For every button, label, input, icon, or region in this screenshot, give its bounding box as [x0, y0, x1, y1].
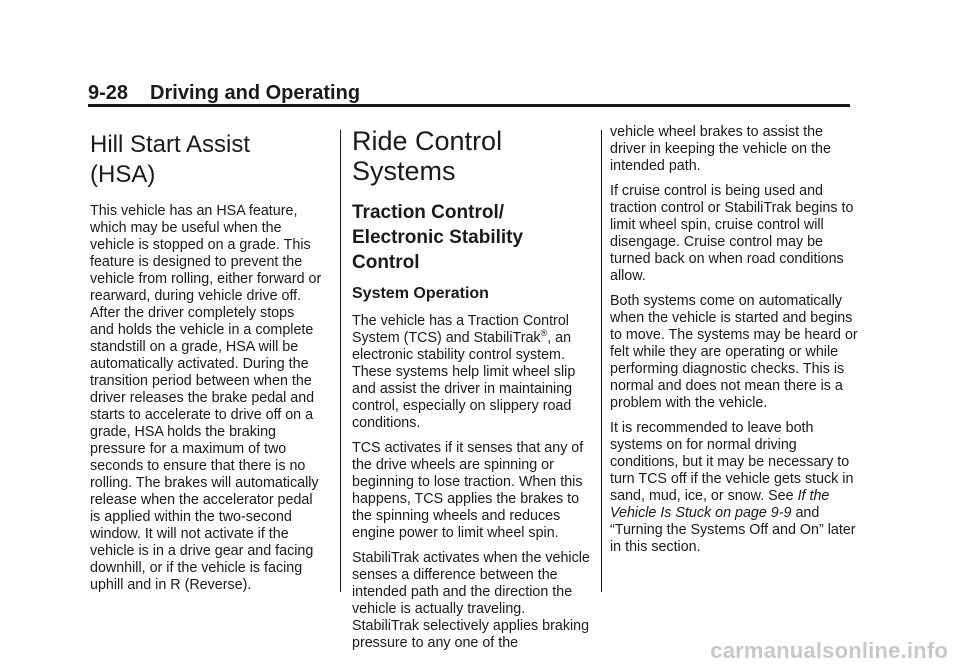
tcs-paragraph: The vehicle has a Traction Control System (TCS) and StabiliTrak®, an electronic stability control system. These systems help limit wheel slip and assist the driver in maintaining control, especially on slippery road conditions.	[352, 313, 576, 431]
recommendation-paragraph: It is recommended to leave both systems on for normal driving conditions, but it may be necessary to turn TCS off if the vehicle gets stuck in sand, mud, ice, or snow. See If the Vehicle Is Stuck on page 9-9 and “Turning the Systems Off and On” later in this section.	[610, 420, 856, 555]
column-divider	[601, 130, 602, 592]
column-1	[90, 124, 322, 602]
traction-control-heading: Traction Control/ Electronic Stability Control	[352, 202, 524, 273]
cruise-control-paragraph: If cruise control is being used and traction control or StabiliTrak begins to limit wheel spin, cruise control will disengage. Cruise control may be turned back on when road conditions allow.	[610, 183, 854, 284]
hsa-paragraph: This vehicle has an HSA feature, which may be useful when the vehicle is stopped on a grade. This feature is designed to prevent the vehicle from rolling, either forward or rearward, during vehicle drive off. After the driver completely stops and holds the vehicle in a complete standstill on a grade, HSA will be automatically activated. During the transition period between when the driver releases the brake pedal and starts to accelerate to drive off on a grade, HSA holds the braking pressure for a maximum of two seconds to ensure that there is no rolling. The brakes will automatically release when the accelerator pedal is applied within the two-second window. It will not activate if the vehicle is in a drive gear and facing downhill, or if the vehicle is facing uphill and in R (Reverse).	[90, 203, 322, 593]
column-divider	[340, 130, 341, 592]
systems-on-paragraph: Both systems come on automatically when the vehicle is started and begins to move. The systems may be heard or felt while they are operating or while performing diagnostic checks. This is normal and does not mean there is a problem with the vehicle.	[610, 293, 858, 411]
stabilitrak-paragraph: StabiliTrak activates when the vehicle senses a difference between the intended path and the direction the vehicle is actually traveling. StabiliTrak selectively applies braking pressure to any one of the	[352, 550, 590, 651]
column-2	[352, 124, 592, 660]
brakes-paragraph: vehicle wheel brakes to assist the driver in keeping the vehicle on the intended path.	[610, 124, 831, 174]
section-title: Driving and Operating	[150, 82, 361, 104]
column-3	[610, 124, 860, 564]
watermark-logo: carmanualsonline.info	[710, 638, 948, 663]
hsa-heading: Hill Start Assist (HSA)	[90, 131, 251, 188]
tcs-activation-paragraph: TCS activates if it senses that any of the drive wheels are spinning or beginning to lose traction. When this happens, TCS applies the brakes to the spinning wheels and reduces engine power to limit wheel spin.	[352, 440, 584, 541]
ride-control-heading: Ride Control Systems	[352, 126, 503, 186]
page-number: 9-28	[88, 82, 129, 104]
registered-mark: ®	[540, 328, 548, 339]
header-rule	[88, 104, 850, 107]
page-header	[88, 82, 848, 105]
stuck-reference-link[interactable]: If the Vehicle Is Stuck on page 9-9	[610, 488, 830, 521]
system-operation-heading: System Operation	[352, 285, 489, 302]
